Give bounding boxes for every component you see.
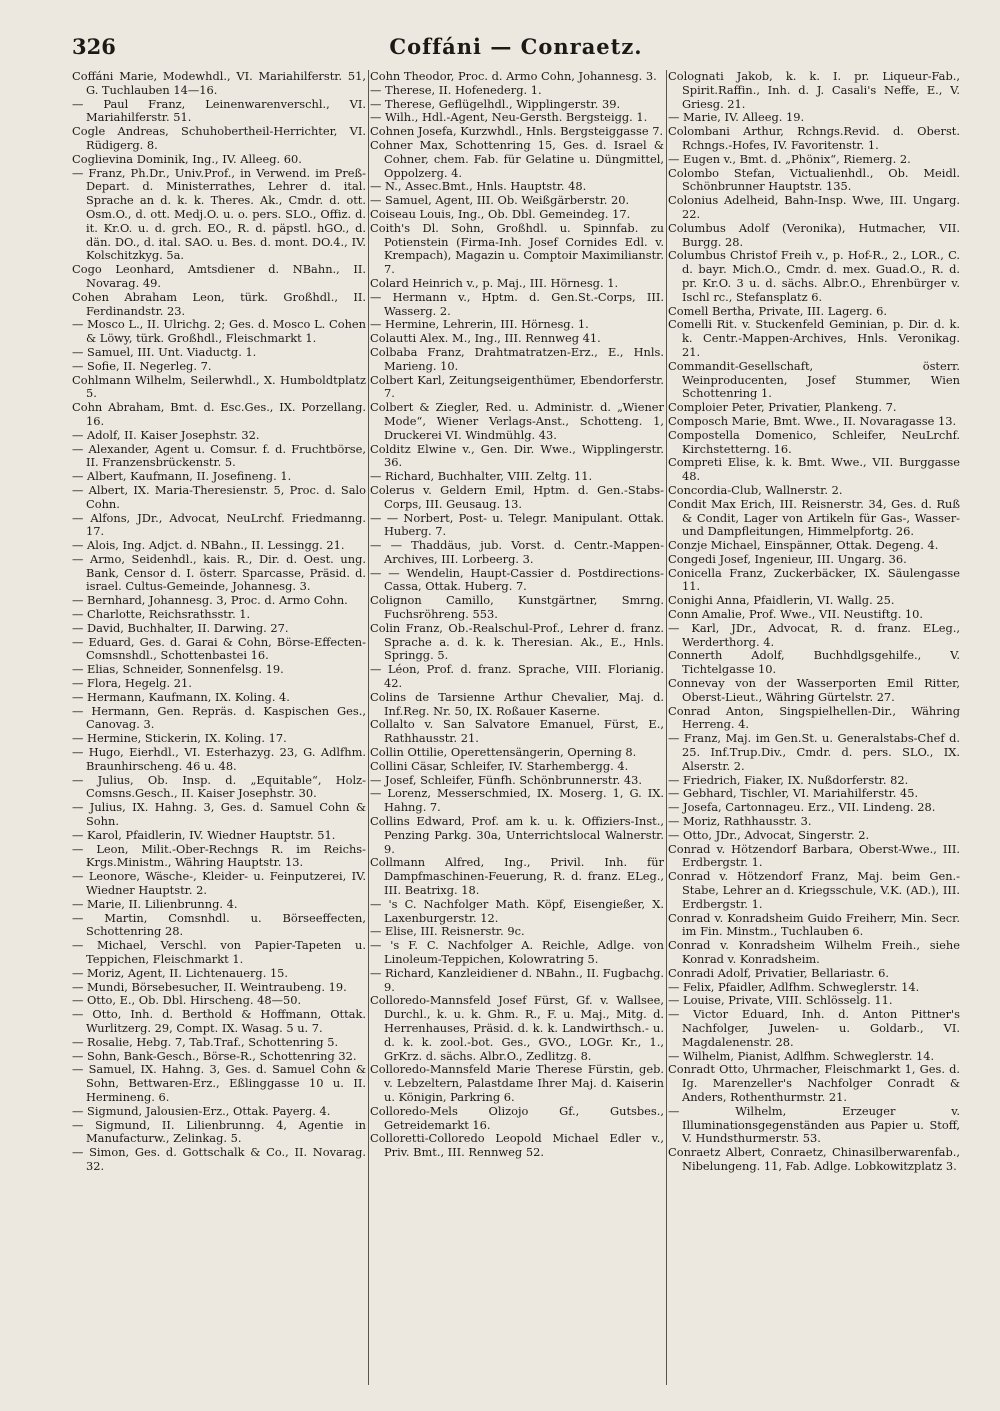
directory-entry: Colloredo-Mannsfeld Josef Fürst, Gf. v. Wallsee, Durchl., k. u. k. Ghm. R., F. u. Maj., Mitg. d. Herrenhauses, Präsid. d. k. k. Landwirthsch.- u. d. k. k. zool.-bot. Ges., GVO., LOGr. Kr., 1., GrKrz. d. sächs. Albr.O., Zedlitzg. 8. xyxy=(370,993,664,1063)
directory-entry: — Therese, Geflügelhdl., Wipplingerstr. 39. xyxy=(370,96,621,111)
directory-entry: — Eduard, Ges. d. Garai & Cohn, Börse-Effecten-Comsnshdl., Schottenbastei 16. xyxy=(72,634,366,663)
directory-entry: Columbus Adolf (Veronika), Hutmacher, VII. Burgg. 28. xyxy=(668,220,960,249)
directory-entry: — — Norbert, Post- u. Telegr. Manipulant. Ottak. Huberg. 7. xyxy=(370,510,664,539)
directory-entry: Cogle Andreas, Schuhobertheil-Herrichter, VI. Rüdigerg. 8. xyxy=(72,124,366,152)
directory-entry: — Léon, Prof. d. franz. Sprache, VIII. Florianig. 42. xyxy=(370,662,664,691)
directory-entry: Conrad v. Konradsheim Guido Freiherr, Min. Secr. im Fin. Minstm., Tuchlauben 6. xyxy=(668,910,960,939)
directory-entry: Conrad Anton, Singspielhellen-Dir., Währing Herreng. 4. xyxy=(668,703,960,732)
directory-entry: — Armo, Seidenhdl., kais. R., Dir. d. Oest. ung. Bank, Censor d. I. österr. Sparcasse, Präsid. d. israel. Cultus-Gemeinde, Johannesg. 3. xyxy=(72,551,366,594)
directory-entry: — Franz, Maj. im Gen.St. u. Generalstabs-Chef d. 25. Inf.Trup.Div., Cmdr. d. pers. SLO., IX. Alserstr. 2. xyxy=(668,731,960,773)
directory-entry: — Adolf, II. Kaiser Josephstr. 32. xyxy=(72,427,260,442)
column-divider xyxy=(368,70,369,1385)
directory-entry: — Leon, Milit.-Ober-Rechngs R. im Reichs-Krgs.Ministm., Währing Hauptstr. 13. xyxy=(72,841,366,870)
directory-entry: Conrad v. Hötzendorf Franz, Maj. beim Gen.-Stabe, Lehrer an d. Kriegsschule, V.K. (AD.), III. Erdbergstr. 1. xyxy=(668,869,960,911)
directory-entry: — Charlotte, Reichsrathsstr. 1. xyxy=(72,607,251,622)
directory-entry: — Marie, II. Lilienbrunng. 4. xyxy=(72,896,238,911)
directory-entry: — Josefa, Cartonnageu. Erz., VII. Lindeng. 28. xyxy=(668,800,936,815)
directory-entry: Colins de Tarsienne Arthur Chevalier, Maj. d. Inf.Reg. Nr. 50, IX. Roßauer Kaserne. xyxy=(370,689,664,718)
directory-entry: — Flora, Hegelg. 21. xyxy=(72,676,192,691)
directory-entry: Conradt Otto, Uhrmacher, Fleischmarkt 1, Ges. d. Ig. Marenzeller's Nachfolger Conradt & Anders, Rothenthurmstr. 21. xyxy=(668,1062,960,1104)
directory-entry: Connevay von der Wasserporten Emil Ritter, Oberst-Lieut., Währing Gürtelstr. 27. xyxy=(668,676,960,704)
directory-entry: Conradi Adolf, Privatier, Bellariastr. 6. xyxy=(668,965,889,980)
directory-entry: — Hugo, Eierhdl., VI. Esterhazyg. 23, G. Adlfhm. Braunhirscheng. 46 u. 48. xyxy=(72,745,366,773)
directory-entry: — Mosco L., II. Ulrichg. 2; Ges. d. Mosco L. Cohen & Löwy, türk. Großhdl., Fleischmarkt 1. xyxy=(72,317,366,346)
directory-entry: — Hermine, Stickerin, IX. Koling. 17. xyxy=(72,731,287,746)
directory-entry: Condit Max Erich, III. Reisnerstr. 34, Ges. d. Ruß & Condit, Lager von Artikeln für Gas-, Wasser- und Dampfleitungen, Himmelpfortg. 26. xyxy=(668,496,960,539)
directory-entry: Colin Franz, Ob.-Realschul-Prof., Lehrer d. franz. Sprache a. d. k. k. Theresian. Ak., E., Hnls. Springg. 5. xyxy=(370,620,664,663)
directory-entry: Cohner Max, Schottenring 15, Ges. d. Israel & Cohner, chem. Fab. für Gelatine u. Düngmittel, Oppolzerg. 4. xyxy=(370,137,664,180)
directory-entry: Colerus v. Geldern Emil, Hptm. d. Gen.-Stabs-Corps, III. Geusaug. 13. xyxy=(370,482,664,511)
directory-entry: Coffáni Marie, Modewhdl., VI. Mariahilferstr. 51, G. Tuchlauben 14—16. xyxy=(72,70,366,97)
directory-entry: — Alois, Ing. Adjct. d. NBahn., II. Lessingg. 21. xyxy=(72,538,345,553)
directory-entry: — Leonore, Wäsche-, Kleider- u. Feinputzerei, IV. Wiedner Hauptstr. 2. xyxy=(72,869,366,898)
directory-entry: — Sohn, Bank-Gesch., Börse-R., Schottenring 32. xyxy=(72,1048,357,1063)
directory-entry: — Otto, Inh. d. Berthold & Hoffmann, Ottak. Wurlitzerg. 29, Compt. IX. Wasag. 5 u. 7. xyxy=(72,1007,366,1035)
directory-entry: Conraetz Albert, Conraetz, Chinasilberwarenfab., Nibelungeng. 11, Fab. Adlge. Lobkowitzplatz 3. xyxy=(668,1145,960,1173)
directory-entry: Collin Ottilie, Operettensängerin, Operning 8. xyxy=(370,745,637,760)
directory-entry: Composch Marie, Bmt. Wwe., II. Novaragasse 13. xyxy=(668,413,957,428)
directory-entry: — Bernhard, Johannesg. 3, Proc. d. Armo Cohn. xyxy=(72,593,348,608)
directory-entry: — Hermann v., Hptm. d. Gen.St.-Corps, III. Wasserg. 2. xyxy=(370,289,664,318)
directory-entry: — Alfons, JDr., Advocat, NeuLrchf. Friedmanng. 17. xyxy=(72,510,366,539)
directory-entry: Conighi Anna, Pfaidlerin, VI. Wallg. 25. xyxy=(668,593,895,608)
directory-entry: — David, Buchhalter, II. Darwing. 27. xyxy=(72,620,289,635)
directory-entry: — Samuel, IX. Hahng. 3, Ges. d. Samuel Cohn & Sohn, Bettwaren-Erz., Eßlinggasse 10 u. II. Hermineng. 6. xyxy=(72,1062,366,1104)
directory-entry: — Albert, IX. Maria-Theresienstr. 5, Proc. d. Salo Cohn. xyxy=(72,482,366,511)
directory-entry: Cogo Leonhard, Amtsdiener d. NBahn., II. Novarag. 49. xyxy=(72,262,366,290)
directory-entry: — Eugen v., Bmt. d. „Phönix“, Riemerg. 2. xyxy=(668,151,911,166)
directory-entry: Comploier Peter, Privatier, Plankeng. 7. xyxy=(668,400,897,415)
directory-entry: — 's C. Nachfolger Math. Köpf, Eisengießer, X. Laxenburgerstr. 12. xyxy=(370,896,664,925)
directory-entry: Colloredo-Mannsfeld Marie Therese Fürstin, geb. v. Lebzeltern, Palastdame Ihrer Maj. d. Kaiserin u. Königin, Parkring 6. xyxy=(370,1062,664,1104)
directory-entry: Colbert & Ziegler, Red. u. Administr. d. „Wiener Mode“, Wiener Verlags-Anst., Schotteng. 1, Druckerei VI. Windmühlg. 43. xyxy=(370,400,664,442)
directory-entry: — Alexander, Agent u. Comsur. f. d. Fruchtbörse, II. Franzensbrückenstr. 5. xyxy=(72,441,366,470)
directory-entry: — N., Assec.Bmt., Hnls. Hauptstr. 48. xyxy=(370,179,587,194)
directory-entry: — Therese, II. Hofenederg. 1. xyxy=(370,82,542,97)
directory-entry: Colbert Karl, Zeitungseigenthümer, Ebendorferstr. 7. xyxy=(370,372,664,401)
directory-entry: — Sigmund, Jalousien-Erz., Ottak. Payerg. 4. xyxy=(72,1103,331,1118)
directory-entry: Collmann Alfred, Ing., Privil. Inh. für Dampfmaschinen-Feuerung, R. d. franz. ELeg., III. Beatrixg. 18. xyxy=(370,855,664,898)
directory-entry: — Richard, Buchhalter, VIII. Zeltg. 11. xyxy=(370,469,593,484)
directory-entry: — Hermine, Lehrerin, III. Hörnesg. 1. xyxy=(370,317,589,332)
text-columns xyxy=(72,70,960,1385)
directory-entry: Columbus Christof Freih v., p. Hof-R., 2., LOR., C. d. bayr. Mich.O., Cmdr. d. mex. Guad.O., R. d. pr. Kr.O. 3 u. d. sächs. Albr.O., Ehrenbürger v. Ischl rc., Stefansplatz 6. xyxy=(668,248,960,304)
directory-entry: Coith's Dl. Sohn, Großhdl. u. Spinnfab. zu Potienstein (Firma-Inh. Josef Cornides Edl. v. Krempach), Magazin u. Comptoir Maximilianstr. 7. xyxy=(370,220,664,277)
directory-entry: — Felix, Pfaidler, Adlfhm. Schweglerstr. 14. xyxy=(668,979,920,994)
directory-entry: — Elise, III. Reisnerstr. 9c. xyxy=(370,924,525,939)
running-head: Coffáni — Conraetz. xyxy=(389,34,643,59)
directory-entry: Concordia-Club, Wallnerstr. 2. xyxy=(668,482,843,497)
directory-entry: — Michael, Verschl. von Papier-Tapeten u. Teppichen, Fleischmarkt 1. xyxy=(72,938,366,966)
page-header xyxy=(72,32,960,62)
column-divider xyxy=(666,70,667,1385)
directory-entry: Commandit-Gesellschaft, österr. Weinproducenten, Josef Stummer, Wien Schottenring 1. xyxy=(668,358,960,401)
directory-entry: — Hermann, Gen. Repräs. d. Kaspischen Ges., Canovag. 3. xyxy=(72,703,366,732)
directory-entry: — Otto, E., Ob. Dbl. Hirscheng. 48—50. xyxy=(72,993,302,1008)
directory-entry: Conrad v. Konradsheim Wilhelm Freih., siehe Konrad v. Konradsheim. xyxy=(668,938,960,966)
directory-entry: Coiseau Louis, Ing., Ob. Dbl. Gemeindeg. 17. xyxy=(370,206,631,221)
directory-entry: — Franz, Ph.Dr., Univ.Prof., in Verwend. im Preß-Depart. d. Ministerrathes, Lehrer d. ital. Sprache an d. k. k. Theres. Ak., Cmdr. d. ott. Osm.O., d. ott. Medj.O. u. o. pers. SLO., Offiz. d. it. Kr.O. u. d. grch. EO., R. d. päpstl. hGO., d. dän. DO., d. ital. SAO. u. Bes. d. mont. DO.4., IV. Kolschitzkyg. 5a. xyxy=(72,165,366,263)
directory-entry: Cohnen Josefa, Kurzwhdl., Hnls. Bergsteiggasse 7. xyxy=(370,124,664,139)
directory-entry: Collini Cäsar, Schleifer, IV. Starhembergg. 4. xyxy=(370,758,629,773)
directory-entry: Collalto v. San Salvatore Emanuel, Fürst, E., Rathhausstr. 21. xyxy=(370,717,664,746)
directory-entry: — Moriz, Rathhausstr. 3. xyxy=(668,814,812,829)
directory-entry: Colignon Camillo, Kunstgärtner, Smrng. Fuchsröhreng. 553. xyxy=(370,593,664,622)
directory-entry: Comelli Rit. v. Stuckenfeld Geminian, p. Dir. d. k. k. Centr.-Mappen-Archives, Hnls. Veronikag. 21. xyxy=(668,317,960,359)
directory-entry: — — Wendelin, Haupt-Cassier d. Postdirections-Cassa, Ottak. Huberg. 7. xyxy=(370,565,664,594)
directory-entry: Congedi Josef, Ingenieur, III. Ungarg. 36. xyxy=(668,551,907,566)
directory-entry: — Lorenz, Messerschmied, IX. Moserg. 1, G. IX. Hahng. 7. xyxy=(370,786,664,815)
directory-entry: Colonius Adelheid, Bahn-Insp. Wwe, III. Ungarg. 22. xyxy=(668,193,960,221)
directory-entry: — Rosalie, Hebg. 7, Tab.Traf., Schottenring 5. xyxy=(72,1034,339,1049)
directory-entry: Compostella Domenico, Schleifer, NeuLrchf. Kirchstetterng. 16. xyxy=(668,427,960,456)
directory-entry: Colloretti-Colloredo Leopold Michael Edler v., Priv. Bmt., III. Rennweg 52. xyxy=(370,1131,664,1160)
directory-entry: — Samuel, III. Unt. Viaductg. 1. xyxy=(72,344,257,359)
directory-entry: — Louise, Private, VIII. Schlösselg. 11. xyxy=(668,993,893,1008)
directory-entry: Colloredo-Mels Olizojo Gf., Gutsbes., Getreidemarkt 16. xyxy=(370,1103,664,1132)
directory-entry: — Karol, Pfaidlerin, IV. Wiedner Hauptstr. 51. xyxy=(72,827,336,842)
directory-entry: Connerth Adolf, Buchhdlgsgehilfe., V. Tichtelgasse 10. xyxy=(668,648,960,677)
directory-entry: — Paul Franz, Leinenwarenverschl., VI. Mariahilferstr. 51. xyxy=(72,96,366,125)
directory-entry: — Otto, JDr., Advocat, Singerstr. 2. xyxy=(668,827,870,842)
directory-entry: — Moriz, Agent, II. Lichtenauerg. 15. xyxy=(72,965,289,980)
directory-entry: Colard Heinrich v., p. Maj., III. Hörnesg. 1. xyxy=(370,275,619,290)
directory-entry: — Victor Eduard, Inh. d. Anton Pittner's Nachfolger, Juwelen- u. Goldarb., VI. Magdalenenstr. 28. xyxy=(668,1007,960,1049)
directory-entry: Conrad v. Hötzendorf Barbara, Oberst-Wwe., III. Erdbergstr. 1. xyxy=(668,841,960,870)
directory-entry: — Wilh., Hdl.-Agent, Neu-Gersth. Bergsteigg. 1. xyxy=(370,110,648,125)
directory-entry: — 's F. C. Nachfolger A. Reichle, Adlge. von Linoleum-Teppichen, Kolowratring 5. xyxy=(370,938,664,966)
directory-entry: — — Thaddäus, jub. Vorst. d. Centr.-Mappen-Archives, III. Lorbeerg. 3. xyxy=(370,538,664,566)
directory-entry: Collins Edward, Prof. am k. u. k. Offiziers-Inst., Penzing Parkg. 30a, Unterrichtslocal Walnerstr. 9. xyxy=(370,814,664,856)
column-3 xyxy=(668,70,960,1385)
page-number: 326 xyxy=(72,34,116,59)
directory-entry: — Richard, Kanzleidiener d. NBahn., II. Fugbachg. 9. xyxy=(370,965,664,994)
directory-entry: — Samuel, Agent, III. Ob. Weißgärberstr. 20. xyxy=(370,193,630,208)
directory-entry: Colautti Alex. M., Ing., III. Rennweg 41. xyxy=(370,331,601,346)
directory-entry: — Wilhelm, Pianist, Adlfhm. Schweglerstr. 14. xyxy=(668,1048,935,1063)
column-1 xyxy=(72,70,366,1385)
directory-entry: — Sigmund, II. Lilienbrunng. 4, Agentie in Manufacturw., Zelinkag. 5. xyxy=(72,1117,366,1146)
directory-entry: Cohn Abraham, Bmt. d. Esc.Ges., IX. Porzellang. 16. xyxy=(72,400,366,428)
directory-entry: Compreti Elise, k. k. Bmt. Wwe., VII. Burggasse 48. xyxy=(668,455,960,484)
directory-entry: — Friedrich, Fiaker, IX. Nußdorferstr. 82. xyxy=(668,772,909,787)
directory-entry: — Elias, Schneider, Sonnenfelsg. 19. xyxy=(72,662,284,677)
directory-entry: Cohlmann Wilhelm, Seilerwhdl., X. Humboldtplatz 5. xyxy=(72,372,366,401)
directory-entry: Cohn Theodor, Proc. d. Armo Cohn, Johannesg. 3. xyxy=(370,70,657,83)
directory-entry: — Wilhelm, Erzeuger v. Illuminationsgegenständen aus Papier u. Stoff, V. Hundsthurmerstr. 53. xyxy=(668,1103,960,1146)
directory-entry: — Karl, JDr., Advocat, R. d. franz. ELeg., Werderthorg. 4. xyxy=(668,620,960,649)
directory-entry: — Josef, Schleifer, Fünfh. Schönbrunnerstr. 43. xyxy=(370,772,642,787)
directory-entry: Colditz Elwine v., Gen. Dir. Wwe., Wipplingerstr. 36. xyxy=(370,441,664,470)
directory-entry: — Martin, Comsnhdl. u. Börseeffecten, Schottenring 28. xyxy=(72,910,366,939)
directory-entry: — Mundi, Börsebesucher, II. Weintraubeng. 19. xyxy=(72,979,347,994)
directory-entry: Colbaba Franz, Drahtmatratzen-Erz., E., Hnls. Marieng. 10. xyxy=(370,344,664,373)
directory-entry: — Albert, Kaufmann, II. Josefineng. 1. xyxy=(72,469,292,484)
column-2 xyxy=(370,70,664,1385)
directory-entry: — Gebhard, Tischler, VI. Mariahilferstr. 45. xyxy=(668,786,919,801)
directory-entry: Conicella Franz, Zuckerbäcker, IX. Säulengasse 11. xyxy=(668,565,960,594)
directory-entry: — Hermann, Kaufmann, IX. Koling. 4. xyxy=(72,689,290,704)
directory-entry: Colognati Jakob, k. k. I. pr. Liqueur-Fab., Spirit.Raffin., Inh. d. J. Casali's Neffe, E., V. Griesg. 21. xyxy=(668,70,960,111)
directory-entry: — Simon, Ges. d. Gottschalk & Co., II. Novarag. 32. xyxy=(72,1145,366,1173)
directory-entry: — Sofie, II. Negerleg. 7. xyxy=(72,358,212,373)
directory-entry: — Julius, Ob. Insp. d. „Equitable“, Holz-Comsns.Gesch., II. Kaiser Josephstr. 30. xyxy=(72,772,366,801)
directory-entry: Coglievina Dominik, Ing., IV. Alleeg. 60. xyxy=(72,151,302,166)
directory-entry: Colombani Arthur, Rchngs.Revid. d. Oberst. Rchngs.-Hofes, IV. Favoritenstr. 1. xyxy=(668,124,960,152)
directory-entry: Comell Bertha, Private, III. Lagerg. 6. xyxy=(668,303,888,318)
directory-entry: — Marie, IV. Alleeg. 19. xyxy=(668,110,805,125)
directory-entry: Cohen Abraham Leon, türk. Großhdl., II. Ferdinandstr. 23. xyxy=(72,289,366,318)
directory-entry: Conzje Michael, Einspänner, Ottak. Degeng. 4. xyxy=(668,538,939,553)
directory-entry: Conn Amalie, Prof. Wwe., VII. Neustiftg. 10. xyxy=(668,607,924,622)
directory-entry: Colombo Stefan, Victualienhdl., Ob. Meidl. Schönbrunner Hauptstr. 135. xyxy=(668,165,960,194)
directory-entry: — Julius, IX. Hahng. 3, Ges. d. Samuel Cohn & Sohn. xyxy=(72,800,366,829)
